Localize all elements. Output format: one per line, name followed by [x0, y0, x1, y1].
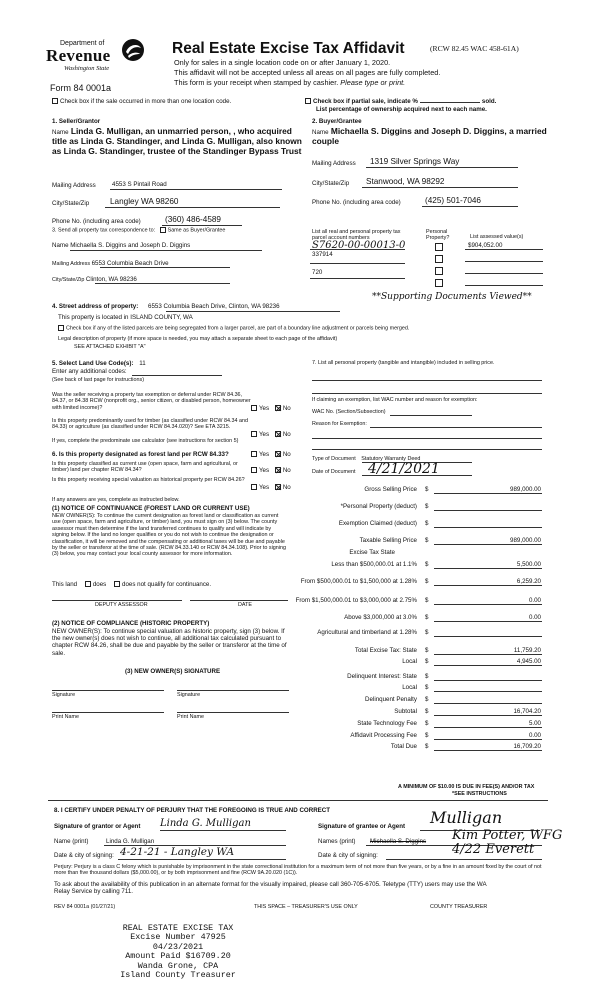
- reason-label: Reason for Exemption:: [312, 421, 367, 427]
- assessed-line-3: [465, 273, 543, 274]
- grantee-sig-label: Signature of grantee or Agent: [318, 823, 406, 830]
- tax-row-currency: $: [425, 696, 429, 703]
- notice-compliance-heading: (2) NOTICE OF COMPLIANCE (HISTORIC PROPERTY): [52, 620, 210, 627]
- grantee-date-value[interactable]: 4/22 Everett: [452, 842, 535, 857]
- tax-row-label: State Technology Fee: [357, 720, 417, 727]
- tax-row-label: Total Excise Tax: State: [354, 647, 417, 654]
- buyer-name-label: Name: [312, 129, 329, 136]
- county-treasurer-label: COUNTY TREASURER: [430, 904, 488, 910]
- grantee-date-label: Date & city of signing:: [318, 852, 378, 859]
- reason-line-2: [312, 438, 542, 439]
- partial-sale-label-b: sold.: [481, 98, 497, 105]
- notice-continuance-heading: (1) NOTICE OF CONTINUANCE (FOREST LAND OR CURRENT USE): [52, 505, 250, 512]
- assessed-line-4: [465, 285, 543, 286]
- alternate-format-notice: To ask about the availability of this publication in an alternate format for the visually impaired, please call 360-705-6705. Teletype (TTY) users may use the WA Relay Service by calling 711.: [54, 881, 487, 896]
- header-note-1: Only for sales in a single location code on or after January 1, 2020.: [174, 58, 391, 67]
- partial-sale-checkbox[interactable]: [305, 98, 311, 104]
- assessed-value-1[interactable]: $904,052.00: [468, 242, 503, 249]
- property-located: This property is located in ISLAND COUNTY, WA: [58, 314, 193, 321]
- parcel-number-2[interactable]: 337914: [312, 251, 333, 258]
- tax-row-line: [434, 493, 542, 494]
- corr-name-line: [70, 250, 262, 251]
- tax-row-currency: $: [425, 614, 429, 621]
- tax-row-line: [434, 621, 542, 622]
- land-use-code[interactable]: 11: [139, 360, 146, 367]
- personal-prop-checkbox-4[interactable]: [435, 279, 443, 287]
- seller-name-value: Linda G. Mulligan, an unmarried person, , who acquired title as Linda G. Standinger, and Linda G. Mulligan, also known as Linda G. Standinger, trustee of the Standinger Bypass Trust: [52, 126, 302, 157]
- dor-swirl-icon: [120, 36, 146, 64]
- certify-top-rule: [48, 800, 548, 801]
- notice-continuance-body: NEW OWNER(S): To continue the current designation as forest land or classification as current use (open space, farm and agriculture, or timber) land, you must sign on (3) below. The county assessor must then determine if the land transferred continues to qualify and will indicate by signing below. If the land no longer qualifies or you do not wish to continue the designation or classification, it will be removed and the compensating or additional taxes will be due and payable by the seller or transferor at the time of sale. (RCW 84.33.140 or RCW 84.34.108). Prior to signing (3) below, you may contact your local county assessor for more information.: [52, 513, 286, 558]
- tax-row-value[interactable]: 0.00: [528, 732, 541, 739]
- corr-name-row: [52, 242, 190, 249]
- tax-row-label: Taxable Selling Price: [359, 537, 417, 544]
- tax-row-line: [434, 727, 542, 728]
- receipt-line-1: REAL ESTATE EXCISE TAX: [122, 923, 234, 933]
- tax-row-label: Above $3,000,000 at 3.0%: [344, 614, 417, 621]
- tax-row-value[interactable]: 0.00: [528, 614, 541, 621]
- tax-row-value[interactable]: 5.00: [528, 720, 541, 727]
- q5-yes-checkbox[interactable]: [251, 484, 257, 490]
- q1-yes-checkbox[interactable]: [251, 405, 257, 411]
- q2-yes-no: [251, 431, 291, 438]
- does-label: does: [92, 581, 107, 588]
- seller-name-label: Name: [52, 129, 69, 136]
- parcel-number-3[interactable]: 720: [312, 269, 323, 276]
- this-land-label: This land: [52, 581, 78, 588]
- grantor-sig-line: [160, 830, 286, 831]
- tax-row-label: *Personal Property (deduct): [340, 503, 417, 510]
- tax-row-currency: $: [425, 503, 429, 510]
- current-use-question: Is this property classified as current use (open space, farm and agricultural, or timber) land per chapter RCW 84.34?: [52, 461, 238, 474]
- see-back-label: (See back of last page for instructions): [52, 377, 144, 383]
- tax-row-line: [434, 680, 542, 681]
- tax-row-currency: $: [425, 578, 429, 585]
- doc-type-label: Type of Document: [312, 456, 356, 462]
- assessed-line-2: [465, 261, 543, 262]
- dor-logo: [40, 40, 150, 80]
- tax-row-line: [434, 568, 542, 569]
- header-note-3-italic: Please type or print.: [340, 78, 406, 87]
- buyer-city-label: City/State/Zip: [312, 180, 350, 187]
- deputy-date-line: [190, 600, 288, 601]
- same-as-buyer-checkbox[interactable]: [160, 227, 166, 233]
- q5-no-label: No: [282, 484, 291, 491]
- multi-location-check[interactable]: [52, 98, 231, 105]
- seller-name-block: [52, 126, 302, 157]
- if-yes-note: If any answers are yes, complete as instructed below.: [52, 497, 180, 503]
- tax-row-currency: $: [425, 708, 429, 715]
- tax-row-line: [434, 527, 542, 528]
- print-name-label-2: Print Name: [177, 714, 204, 720]
- parcel-list-label: List all real and personal property tax parcel account numbers: [312, 229, 401, 242]
- q4-yes-checkbox[interactable]: [251, 467, 257, 473]
- tax-row-line: [434, 703, 542, 704]
- tax-row-label: Subtotal: [394, 708, 417, 715]
- multi-location-label: Check box if the sale occurred in more than one location code.: [60, 98, 232, 105]
- forest-heading: 6. Is this property designated as forest land per RCW 84.33?: [52, 451, 229, 458]
- tax-row-line: [434, 585, 542, 586]
- notice-compliance-body: NEW OWNER(S): To continue special valuation as historic property, sign (3) below. If the new owner(s) does not wish to continue, all additional tax calculated pursuant to chapter RCW 84.26, shall be due and payable by the seller or transferor at the time of sale.: [52, 628, 287, 657]
- header-note-2: This affidavit will not be accepted unless all areas on all pages are fully completed.: [174, 68, 441, 77]
- tax-row-value[interactable]: 6,259.20: [516, 578, 541, 585]
- grantor-signature[interactable]: Linda G. Mulligan: [160, 818, 251, 829]
- logo-dept-line3: Washington State: [64, 65, 110, 72]
- logo-dept-line1: Department of: [60, 40, 105, 47]
- partial-sale-blank[interactable]: [420, 102, 480, 103]
- seller-mailing-line: [110, 189, 282, 190]
- corr-city-value[interactable]: Clinton, WA 98236: [85, 276, 137, 283]
- buyer-name-block: [312, 126, 557, 146]
- receipt-line-5: Wanda Grone, CPA: [137, 960, 219, 971]
- tax-row-currency: $: [425, 720, 429, 727]
- corr-city-label: City/State/Zip: [52, 277, 85, 283]
- tax-row-value[interactable]: 5,500.00: [516, 561, 541, 568]
- assessed-values-label: List assessed value(s): [470, 234, 524, 240]
- tax-row-currency: $: [425, 658, 429, 665]
- property-heading: 4. Street address of property:: [52, 303, 139, 310]
- buyer-name-value: Michaella S. Diggins and Joseph D. Diggins, a married couple: [312, 126, 547, 147]
- header-note-3: [174, 79, 405, 87]
- partial-sale-check[interactable]: [305, 98, 496, 105]
- receipt-line-3: 04/23/2021: [152, 941, 204, 952]
- tax-row-label: Delinquent Interest: State: [347, 673, 417, 680]
- deputy-assessor-label: DEPUTY ASSESSOR: [95, 602, 148, 608]
- tax-row-label: Gross Selling Price: [364, 486, 417, 493]
- personal-prop-checkbox-1[interactable]: [435, 243, 443, 251]
- new-owner-signature-heading: (3) NEW OWNER(S) SIGNATURE: [125, 668, 221, 675]
- reason-line-3: [312, 449, 542, 450]
- tax-row-label: Total Due: [390, 743, 417, 750]
- tax-row-currency: $: [425, 629, 429, 636]
- supporting-docs-stamp: **Supporting Documents Viewed**: [372, 292, 532, 302]
- additional-codes-line: [132, 375, 222, 376]
- minimum-fee-note: A MINIMUM OF $10.00 IS DUE IN FEE(S) AND/OR TAX: [398, 784, 535, 790]
- q4-no-label: No: [282, 467, 291, 474]
- multi-location-checkbox[interactable]: [52, 98, 58, 104]
- property-address-value[interactable]: 6553 Columbia Beach Drive, Clinton, WA 98236: [148, 303, 280, 310]
- receipt-line-4: Amount Paid $16709.20: [125, 951, 231, 962]
- tax-row-line: [434, 739, 542, 740]
- tax-row-value[interactable]: 16,709.20: [513, 743, 541, 750]
- corr-mailing-label: Mailing Address: [52, 261, 91, 267]
- tax-row-value[interactable]: 16,704.20: [513, 708, 541, 715]
- perjury-notice: Perjury: Perjury is a class C felony which is punishable by imprisonment in the state correctional institution for a maximum term of not more than five years, or by a fine in an amount fixed by the court of not more than five thousand dollars ($5,000.00), or by both imprisonment and fine (RCW 9A.20.020 (1C)).: [54, 864, 542, 877]
- deputy-line: [52, 600, 182, 601]
- tax-row-line: [434, 750, 542, 751]
- buyer-heading: 2. Buyer/Grantee: [312, 118, 362, 125]
- see-instructions-note: *SEE INSTRUCTIONS: [452, 791, 507, 797]
- rcw-reference: (RCW 82.45 WAC 458-61A): [430, 44, 519, 53]
- tax-row-value[interactable]: 11,759.20: [513, 647, 541, 654]
- property-address-row: [52, 303, 280, 310]
- assessed-line-1: [465, 249, 543, 250]
- tax-row-currency: $: [425, 673, 429, 680]
- segregated-label: Check box if any of the listed parcels are being segregated from a larger parcel, are part of a boundary line adjustment or parcels being merged.: [66, 325, 410, 332]
- tax-row-currency: $: [425, 732, 429, 739]
- q4-yes-label: Yes: [259, 467, 270, 474]
- seller-heading: 1. Seller/Grantor: [52, 118, 101, 125]
- tax-row-label: Affidavit Processing Fee: [350, 732, 417, 739]
- receipt-line-2: Excise Number 47925: [130, 932, 226, 943]
- doc-date-label: Date of Document: [312, 469, 356, 475]
- seller-phone-line: [162, 225, 242, 226]
- tax-row-line: [434, 654, 542, 655]
- q5-yes-no: [251, 484, 291, 491]
- pp-line-1: [312, 380, 542, 381]
- grantee-date-line: [386, 859, 542, 860]
- tax-row-currency: $: [425, 743, 429, 750]
- signature-label-2: Signature: [177, 692, 201, 698]
- tax-row-label: From $1,500,000.01 to $3,000,000 at 2.75%: [295, 597, 417, 604]
- buyer-phone-label: Phone No. (including area code): [312, 199, 401, 206]
- q2-no-label: No: [282, 431, 291, 438]
- seller-phone-value[interactable]: (360) 486-4589: [165, 215, 221, 224]
- doc-date-value[interactable]: 4/21/2021: [368, 461, 440, 477]
- tax-row-currency: $: [425, 561, 429, 568]
- buyer-mailing-value[interactable]: 1319 Silver Springs Way: [370, 157, 460, 166]
- buyer-city-value[interactable]: Stanwood, WA 98292: [366, 177, 445, 186]
- historic-question: Is this property receiving special valuation as historical property per RCW 84.26?: [52, 477, 245, 483]
- land-use-heading: 5. Select Land Use Code(s):: [52, 360, 134, 367]
- treasurer-use-only: THIS SPACE – TREASURER'S USE ONLY: [254, 904, 358, 910]
- does-not-label: does not qualify for continuance.: [122, 581, 212, 588]
- grantor-date-value[interactable]: 4-21-21 - Langley WA: [120, 846, 235, 858]
- does-not-checkbox[interactable]: [114, 581, 120, 587]
- grantor-name-value[interactable]: Linda G. Mulligan: [106, 838, 155, 845]
- timber-question: Is this property predominantly used for timber (as classified under RCW 84.34 and 84.33) or agriculture (as classified under RCW 84.34.020)? See ETA 3215.: [52, 418, 248, 431]
- doc-date-line: [362, 475, 472, 476]
- tax-row-line: [434, 715, 542, 716]
- q3-yes-label: Yes: [259, 451, 270, 458]
- seller-city-label: City/State/Zip: [52, 200, 90, 207]
- tax-row-currency: $: [425, 684, 429, 691]
- new-owner-name-line-1: [52, 712, 164, 713]
- property-address-line: [166, 311, 340, 312]
- legal-description-label: Legal description of property (if more space is needed, you may attach a separate sheet to each page of the affidavit): [58, 336, 338, 342]
- new-owner-name-line-2: [177, 712, 289, 713]
- tax-row-currency: $: [425, 647, 429, 654]
- parcel-line-1: [310, 249, 405, 250]
- tax-row-line: [434, 544, 542, 545]
- seller-city-value[interactable]: Langley WA 98260: [110, 197, 179, 206]
- corr-name-value[interactable]: Michaella S. Diggins and Joseph D. Diggins: [70, 242, 191, 249]
- tax-row-currency: $: [425, 486, 429, 493]
- tax-row-line: [434, 636, 542, 637]
- grantor-name-label: Name (print): [54, 838, 89, 845]
- seller-mailing-value[interactable]: 4553 S Pintail Road: [112, 181, 167, 188]
- revision-number: REV 84 0001a (01/27/21): [54, 904, 116, 910]
- q4-no-checkbox[interactable]: [275, 467, 281, 473]
- tax-row-line: [434, 691, 542, 692]
- land-use-row: [52, 360, 146, 367]
- grantee-signature[interactable]: Mulligan: [430, 808, 503, 827]
- tax-row-currency: $: [425, 520, 429, 527]
- buyer-mailing-line: [366, 167, 518, 168]
- timber-note: If yes, complete the predominate use calculator (see instructions for section 5): [52, 438, 239, 444]
- tax-row-label: Agricultural and timberland at 1.28%: [317, 629, 417, 636]
- page-title: Real Estate Excise Tax Affidavit: [172, 40, 405, 57]
- q1-yes-label: Yes: [259, 405, 270, 412]
- q3-no-label: No: [282, 451, 291, 458]
- receipt-line-6: Island County Treasurer: [120, 970, 236, 981]
- corr-mailing-value[interactable]: 6553 Columbia Beach Drive: [91, 260, 169, 267]
- corr-name-label: Name: [52, 242, 69, 249]
- print-name-label-1: Print Name: [52, 714, 79, 720]
- seller-city-line: [105, 207, 280, 208]
- personal-prop-checkbox-3[interactable]: [435, 267, 443, 275]
- tax-row-label: From $500,000.01 to $1,500,000 at 1.28%: [300, 578, 417, 585]
- q1-no-checkbox[interactable]: [275, 405, 281, 411]
- tax-row-line: [434, 510, 542, 511]
- same-as-buyer-label: Same as Buyer/Grantee: [167, 227, 226, 234]
- q1-no-label: No: [282, 405, 291, 412]
- deputy-date-label: DATE: [238, 602, 252, 608]
- tax-row-currency: $: [425, 597, 429, 604]
- q3-yes-checkbox[interactable]: [251, 451, 257, 457]
- reason-line-1: [370, 427, 542, 428]
- logo-dept-line2: Revenue: [46, 46, 111, 65]
- header-note-3-text: This form is your receipt when stamped by cashier.: [174, 78, 339, 87]
- seller-phone-label: Phone No. (including area code): [52, 218, 141, 225]
- segregated-checkbox[interactable]: [58, 325, 64, 331]
- tax-row-label: Local: [402, 684, 417, 691]
- correspondence-heading-text: 3. Send all property tax correspondence to:: [52, 227, 156, 234]
- corr-mailing-line: [100, 267, 230, 268]
- this-land-row: [52, 581, 211, 588]
- exemption-question: Was the seller receiving a property tax exemption or deferral under RCW 84.36, 84.37, or 84.38 RCW (nonprofit org., senior citizen, or disabled person, homeowner with limited income)?: [52, 392, 251, 411]
- q1-yes-no: [251, 405, 291, 412]
- tax-row-label: Local: [402, 658, 417, 665]
- parcel-number-1[interactable]: S7620-00-00013-0: [312, 240, 406, 251]
- tax-row-value[interactable]: 989,000.00: [510, 537, 541, 544]
- parcel-line-2: [310, 263, 405, 264]
- tax-row-line: [434, 604, 542, 605]
- wac-no-line: [390, 415, 472, 416]
- tax-row-label: Excise Tax State: [349, 549, 395, 556]
- q3-no-checkbox[interactable]: [275, 451, 281, 457]
- grantor-sig-label: Signature of grantor or Agent: [54, 823, 141, 830]
- wac-no-label: WAC No. (Section/Subsection): [312, 409, 386, 415]
- q5-no-checkbox[interactable]: [275, 484, 281, 490]
- personal-property-heading: 7. List all personal property (tangible and intangible) included in selling price.: [312, 360, 495, 366]
- tax-row-label: Exemption Claimed (deduct): [338, 520, 417, 527]
- partial-sale-label-a: Check box if partial sale, indicate %: [313, 98, 418, 105]
- q2-yes-checkbox[interactable]: [251, 431, 257, 437]
- doc-type-value[interactable]: Statutory Warranty Deed: [361, 456, 421, 462]
- wac-claim-label: If claiming an exemption, list WAC number and reason for exemption:: [312, 397, 478, 403]
- tax-row-label: Less than $500,000.01 at 1.1%: [331, 561, 417, 568]
- additional-codes-label: Enter any additional codes:: [52, 368, 127, 375]
- buyer-mailing-label: Mailing Address: [312, 160, 356, 167]
- new-owner-sig-line-1: [52, 690, 164, 691]
- tax-row-value[interactable]: 0.00: [528, 597, 541, 604]
- segregated-row[interactable]: [58, 325, 409, 332]
- parcel-line-3: [310, 278, 405, 279]
- grantor-date-line: [118, 859, 286, 860]
- corr-city-line: [95, 283, 230, 284]
- legal-description-value[interactable]: SEE ATTACHED EXHIBIT "A": [74, 344, 146, 350]
- q2-yes-label: Yes: [259, 431, 270, 438]
- buyer-phone-value[interactable]: (425) 501-7046: [425, 196, 481, 205]
- tax-row-line: [434, 665, 542, 666]
- certify-heading: 8. I CERTIFY UNDER PENALTY OF PERJURY THAT THE FOREGOING IS TRUE AND CORRECT: [54, 807, 331, 814]
- personal-property-label: Personal Property?: [426, 229, 450, 242]
- q5-yes-label: Yes: [259, 484, 270, 491]
- tax-row-value[interactable]: 989,000.00: [510, 486, 541, 493]
- form-number: Form 84 0001a: [50, 83, 112, 93]
- tax-row-currency: $: [425, 537, 429, 544]
- partial-sale-note: List percentage of ownership acquired next to each name.: [316, 106, 487, 113]
- q2-no-checkbox[interactable]: [275, 431, 281, 437]
- buyer-city-line: [362, 187, 518, 188]
- new-owner-sig-line-2: [177, 690, 289, 691]
- does-checkbox[interactable]: [85, 581, 91, 587]
- signature-label-1: Signature: [52, 692, 76, 698]
- q3-yes-no: [251, 451, 291, 458]
- seller-mailing-label: Mailing Address: [52, 182, 96, 189]
- buyer-phone-line: [422, 206, 518, 207]
- tax-row-label: Delinquent Penalty: [365, 696, 417, 703]
- pp-line-2: [312, 393, 542, 394]
- q4-yes-no: [251, 467, 291, 474]
- grantee-name-handwritten[interactable]: Kim Potter, WFG: [452, 828, 563, 843]
- treasurer-receipt: [120, 924, 236, 980]
- grantee-name-label: Names (print): [318, 838, 356, 845]
- correspondence-heading: [52, 227, 225, 234]
- grantee-name-struck: Michaella S. Diggins: [370, 838, 427, 845]
- grantor-date-label: Date & city of signing:: [54, 852, 114, 859]
- personal-prop-checkbox-2[interactable]: [435, 255, 443, 263]
- tax-row-value[interactable]: 4,945.00: [516, 658, 541, 665]
